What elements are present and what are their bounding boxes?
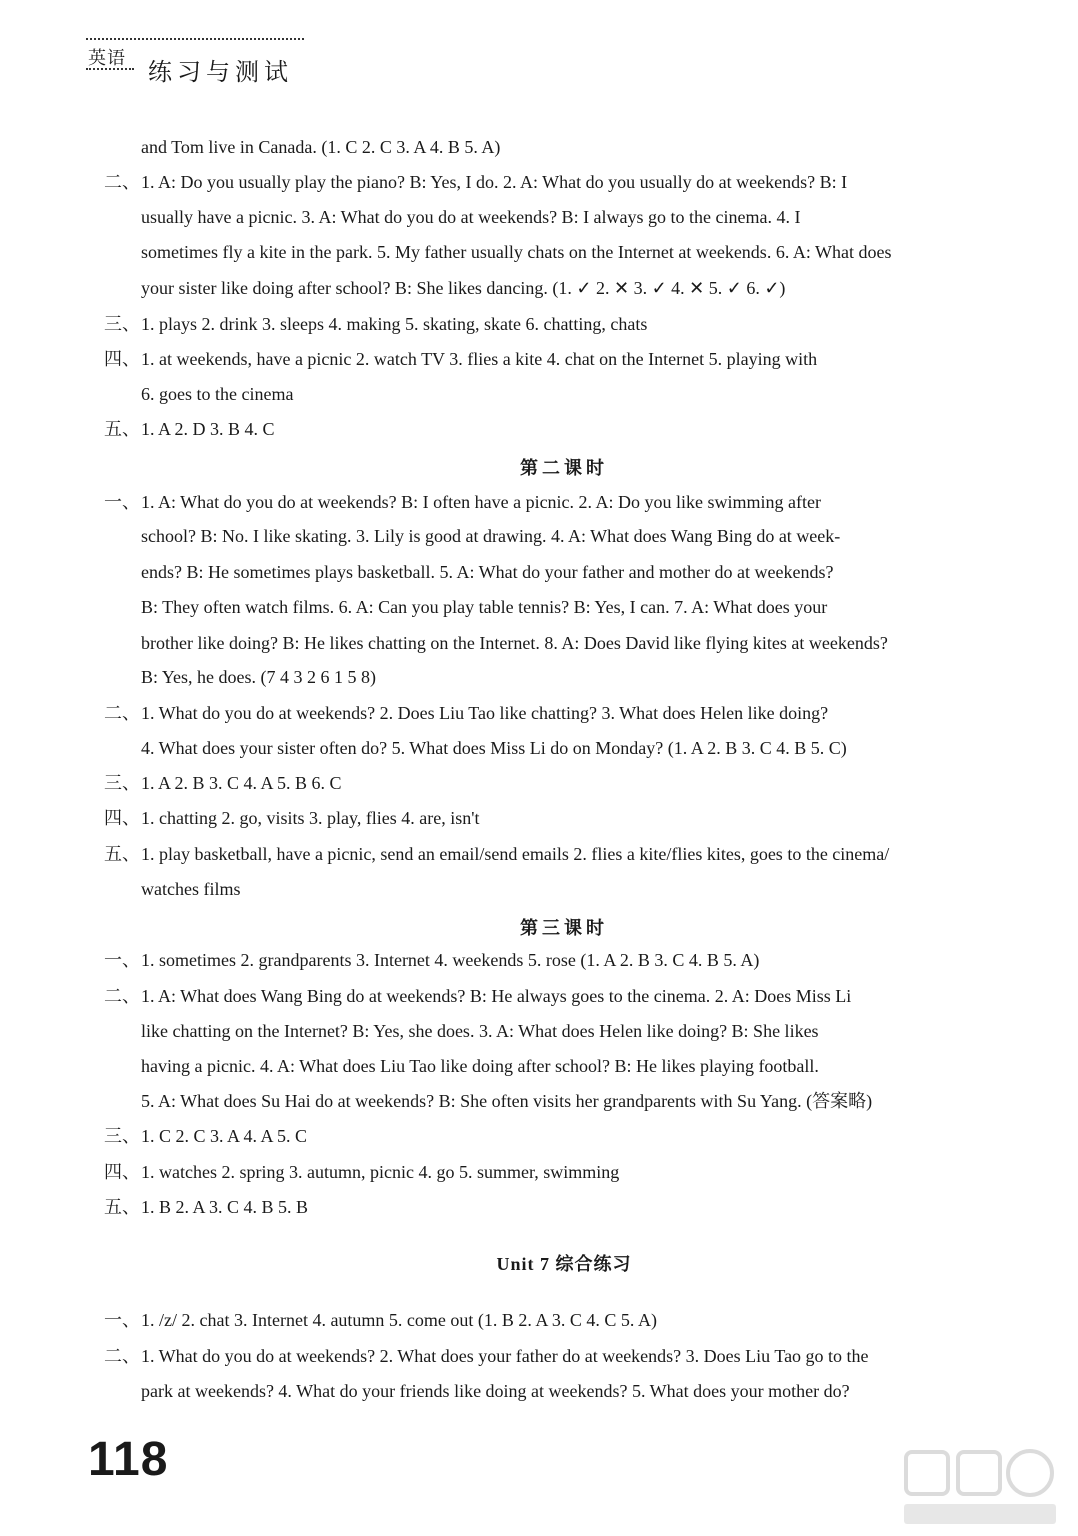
subject-label: 英语	[88, 48, 126, 69]
question-number: 二、	[104, 172, 140, 192]
book-title: 练习与测试	[148, 58, 293, 86]
question-number: 二、	[104, 986, 140, 1006]
question-number: 三、	[104, 1126, 140, 1146]
question-number: 五、	[104, 419, 140, 439]
header-dotted-rule	[86, 38, 304, 40]
page-number: 118	[88, 1433, 169, 1486]
question-number: 二、	[104, 1346, 140, 1366]
question-number: 五、	[104, 844, 140, 864]
lesson-heading: 第三课时	[520, 918, 608, 939]
watermark-logo-icon	[900, 1444, 1060, 1528]
question-number: 一、	[104, 492, 140, 512]
question-number: 四、	[104, 349, 140, 369]
question-number: 四、	[104, 1162, 140, 1182]
page-header	[86, 38, 306, 88]
question-number: 一、	[104, 1310, 140, 1330]
question-number: 三、	[104, 773, 140, 793]
question-number: 三、	[104, 314, 140, 334]
subject-underline	[86, 68, 134, 70]
unit-heading: Unit 7 综合练习	[496, 1254, 632, 1274]
lesson-heading: 第二课时	[520, 458, 608, 479]
question-number: 一、	[104, 950, 140, 970]
question-number: 五、	[104, 1197, 140, 1217]
question-number: 二、	[104, 703, 140, 723]
question-number: 四、	[104, 808, 140, 828]
